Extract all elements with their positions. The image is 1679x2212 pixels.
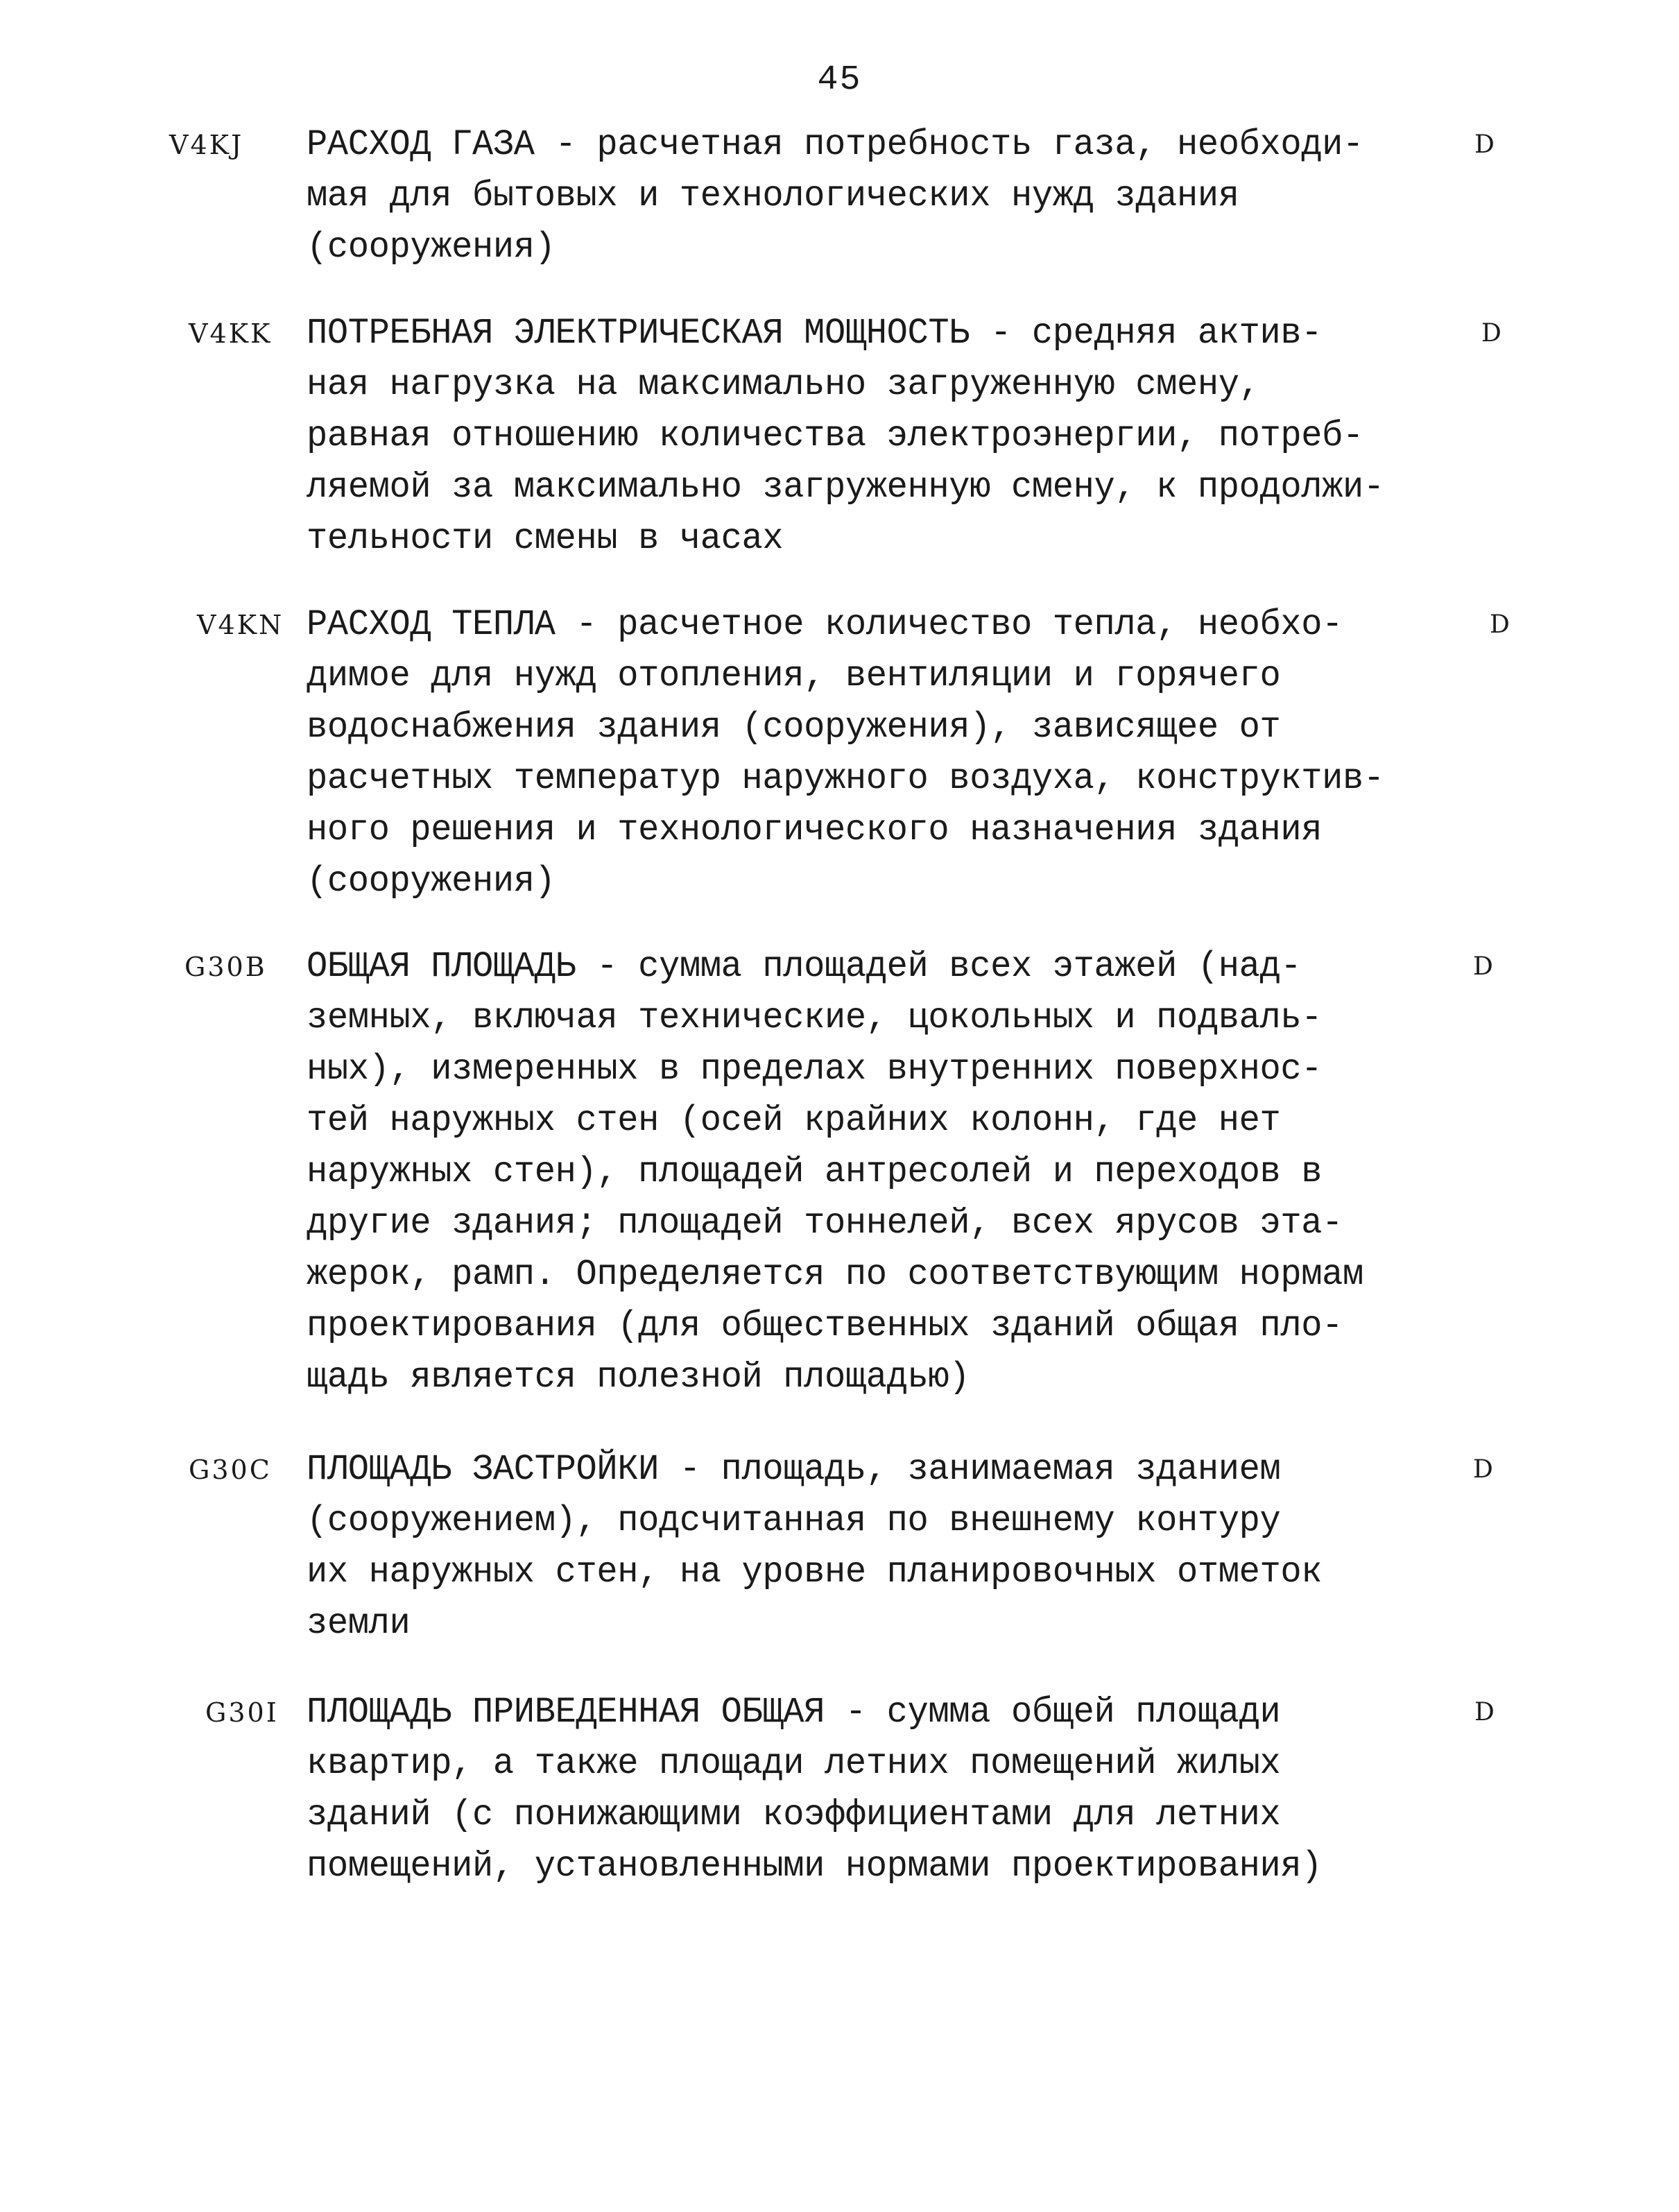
entry-line: мая для бытовых и технологических нужд здания [307, 175, 1239, 216]
entry-line: щадь является полезной площадью) [307, 1357, 970, 1398]
entry-line: другие здания; площадей тоннелей, всех ярусов эта- [307, 1203, 1343, 1244]
entry-code: V4KJ [169, 130, 244, 160]
entry-line: РАСХОД ГАЗА - расчетная потребность газа, необходи- [307, 124, 1363, 165]
entry-line: (сооружения) [307, 861, 556, 902]
entry-code: G30C [189, 1455, 272, 1485]
entry-line: тей наружных стен (осей крайних колонн, где нет [307, 1100, 1281, 1141]
entry-line: ОБЩАЯ ПЛОЩАДЬ - сумма площадей всех этажей (над- [307, 946, 1302, 987]
entry-line: ная нагрузка на максимально загруженную смену, [307, 364, 1260, 405]
entry-line: зданий (с понижающими коэффициентами для летних [307, 1794, 1281, 1835]
entry-code: G30B [184, 952, 267, 982]
entry-line: ПОТРЕБНАЯ ЭЛЕКТРИЧЕСКАЯ МОЩНОСТЬ - средняя актив- [307, 313, 1323, 354]
entry-line: (сооружения) [307, 227, 556, 268]
entry-line: жерок, рамп. Определяется по соответствующим нормам [307, 1254, 1363, 1295]
entry-flag: D [1473, 952, 1493, 981]
entry-line: тельности смены в часах [307, 518, 784, 559]
entry-line: проектирования (для общественных зданий общая пло- [307, 1305, 1343, 1346]
entry-line: ПЛОЩАДЬ ПРИВЕДЕННАЯ ОБЩАЯ - сумма общей площади [307, 1692, 1281, 1733]
entry-line: димое для нужд отопления, вентиляции и горячего [307, 655, 1281, 696]
entry-line: наружных стен), площадей антресолей и переходов в [307, 1151, 1323, 1192]
entry-code: G30I [205, 1697, 279, 1728]
entry-line: помещений, установленными нормами проектирования) [307, 1846, 1323, 1887]
entry-line: (сооружением), подсчитанная по внешнему контуру [307, 1500, 1281, 1541]
page-number: 45 [817, 60, 862, 100]
entry-line: водоснабжения здания (сооружения), зависящее от [307, 707, 1281, 748]
entry-line: ного решения и технологического назначения здания [307, 809, 1323, 850]
entry-line: земли [307, 1603, 411, 1644]
entry-line: их наружных стен, на уровне планировочных отметок [307, 1552, 1323, 1593]
entry-flag: D [1481, 319, 1501, 348]
entry-flag: D [1490, 610, 1510, 639]
entry-line: квартир, а также площади летних помещений жилых [307, 1743, 1281, 1784]
entry-line: ПЛОЩАДЬ ЗАСТРОЙКИ - площадь, занимаемая зданием [307, 1449, 1281, 1490]
entry-line: равная отношению количества электроэнергии, потреб- [307, 415, 1363, 456]
entry-line: РАСХОД ТЕПЛА - расчетное количество тепла, необхо- [307, 604, 1343, 645]
entry-code: V4KK [189, 318, 273, 349]
entry-flag: D [1474, 130, 1495, 159]
entry-line: ных), измеренных в пределах внутренних поверхнос- [307, 1049, 1323, 1090]
entry-line: расчетных температур наружного воздуха, конструктив- [307, 758, 1384, 799]
entry-line: ляемой за максимально загруженную смену, к продолжи- [307, 467, 1384, 508]
entry-line: земных, включая технические, цокольных и подваль- [307, 997, 1323, 1038]
entry-flag: D [1474, 1698, 1495, 1726]
entry-code: V4KN [197, 610, 284, 640]
entry-flag: D [1473, 1455, 1493, 1484]
